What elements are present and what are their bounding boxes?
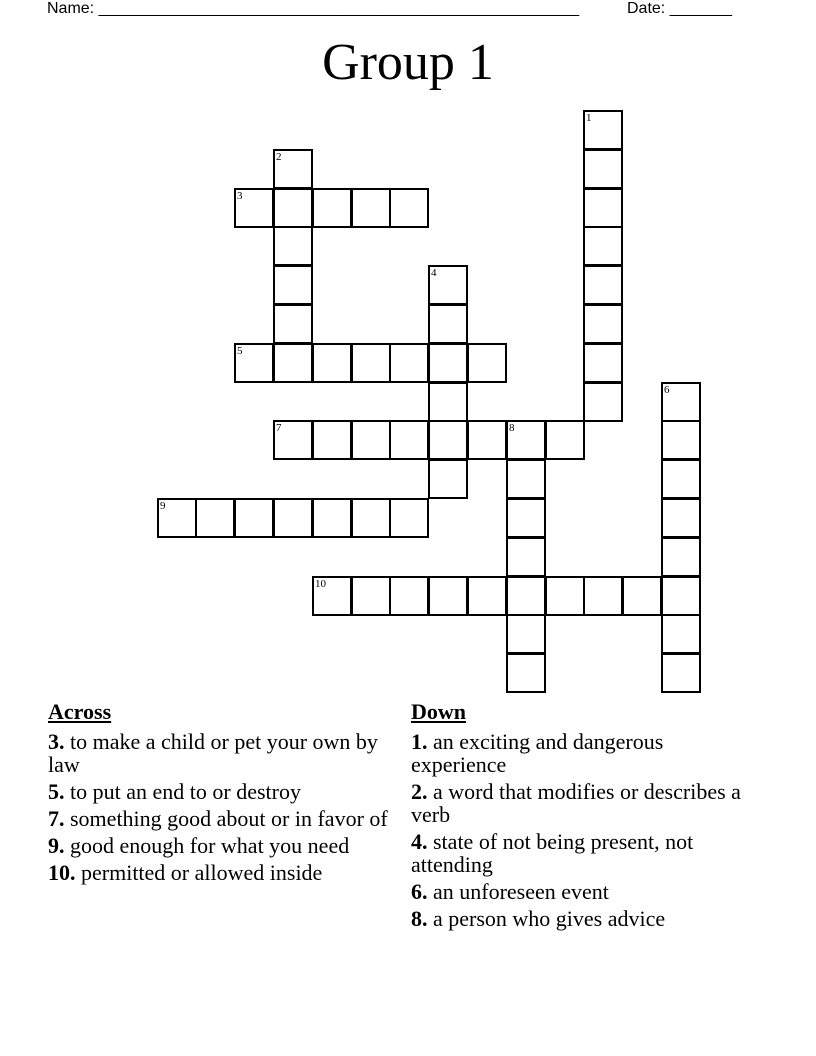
across-clue: 5. to put an end to or destroy — [48, 779, 301, 804]
grid-cell — [661, 576, 701, 616]
grid-cell — [273, 188, 313, 228]
across-clue: 7. something good about or in favor of — [48, 806, 388, 831]
grid-cell — [351, 498, 391, 538]
grid-cell — [351, 420, 391, 460]
grid-cell — [428, 459, 468, 499]
grid-cell — [351, 188, 391, 228]
grid-cell — [506, 614, 546, 654]
grid-cell — [428, 343, 468, 383]
grid-cell — [389, 343, 429, 383]
clue-number: 6 — [664, 384, 670, 396]
grid-cell — [428, 265, 468, 305]
across-heading: Across — [48, 699, 112, 724]
grid-cell — [661, 459, 701, 499]
grid-cell — [583, 188, 623, 228]
grid-cell — [389, 498, 429, 538]
grid-cell — [583, 343, 623, 383]
grid-cell — [583, 110, 623, 150]
grid-cell — [506, 576, 546, 616]
clue-number: 5 — [237, 345, 243, 357]
grid-cell — [661, 420, 701, 460]
grid-cell — [312, 420, 352, 460]
across-clues — [48, 700, 398, 888]
grid-cell — [312, 188, 352, 228]
down-clues — [411, 700, 761, 934]
grid-cell — [351, 576, 391, 616]
down-clue: 8. a person who gives advice — [411, 906, 666, 931]
grid-cell — [467, 576, 507, 616]
clue-number: 2 — [276, 151, 282, 163]
across-clue: 3. to make a child or pet your own by law — [48, 729, 378, 777]
grid-cell — [506, 537, 546, 577]
grid-cell — [273, 420, 313, 460]
grid-cell — [583, 304, 623, 344]
grid-cell — [389, 188, 429, 228]
grid-cell — [467, 420, 507, 460]
clue-number: 8 — [509, 422, 515, 434]
grid-cell — [312, 343, 352, 383]
grid-cell — [661, 537, 701, 577]
grid-cell — [661, 498, 701, 538]
grid-cell — [351, 343, 391, 383]
down-clue: 4. state of not being present, not attending — [411, 829, 694, 877]
grid-cell — [273, 149, 313, 189]
grid-cell — [234, 498, 274, 538]
date-field-label: Date: _______ — [627, 0, 732, 17]
grid-cell — [273, 498, 313, 538]
grid-cell — [506, 459, 546, 499]
grid-cell — [545, 576, 585, 616]
grid-cell — [273, 265, 313, 305]
down-clue: 2. a word that modifies or describes a verb — [411, 779, 741, 827]
grid-cell — [428, 576, 468, 616]
grid-cell — [661, 614, 701, 654]
grid-cell — [545, 420, 585, 460]
clue-number: 1 — [586, 112, 592, 124]
grid-cell — [157, 498, 197, 538]
grid-cell — [234, 343, 274, 383]
clue-number: 3 — [237, 190, 243, 202]
grid-cell — [622, 576, 662, 616]
grid-cell — [428, 420, 468, 460]
grid-cell — [312, 576, 352, 616]
grid-cell — [583, 226, 623, 266]
grid-cell — [661, 653, 701, 693]
grid-cell — [506, 498, 546, 538]
grid-cell — [273, 304, 313, 344]
clue-number: 9 — [160, 500, 166, 512]
grid-cell — [661, 382, 701, 422]
grid-cell — [467, 343, 507, 383]
grid-cell — [273, 226, 313, 266]
grid-cell — [428, 382, 468, 422]
clue-number: 10 — [315, 578, 326, 590]
grid-cell — [506, 420, 546, 460]
down-clue: 1. an exciting and dangerous experience — [411, 729, 664, 777]
grid-cell — [583, 265, 623, 305]
across-clue: 10. permitted or allowed inside — [48, 860, 323, 885]
clue-number: 4 — [431, 267, 437, 279]
grid-cell — [583, 576, 623, 616]
grid-cell — [428, 304, 468, 344]
grid-cell — [583, 149, 623, 189]
name-field-label: Name: ______________________________________________________ — [47, 0, 580, 17]
clue-number: 7 — [276, 422, 282, 434]
page-title: Group 1 — [322, 34, 494, 91]
grid-cell — [506, 653, 546, 693]
down-clue: 6. an unforeseen event — [411, 879, 609, 904]
down-heading: Down — [411, 699, 467, 724]
grid-cell — [273, 343, 313, 383]
grid-cell — [389, 576, 429, 616]
grid-cell — [195, 498, 235, 538]
grid-cell — [312, 498, 352, 538]
grid-cell — [583, 382, 623, 422]
grid-cell — [389, 420, 429, 460]
across-clue: 9. good enough for what you need — [48, 833, 350, 858]
grid-cell — [234, 188, 274, 228]
